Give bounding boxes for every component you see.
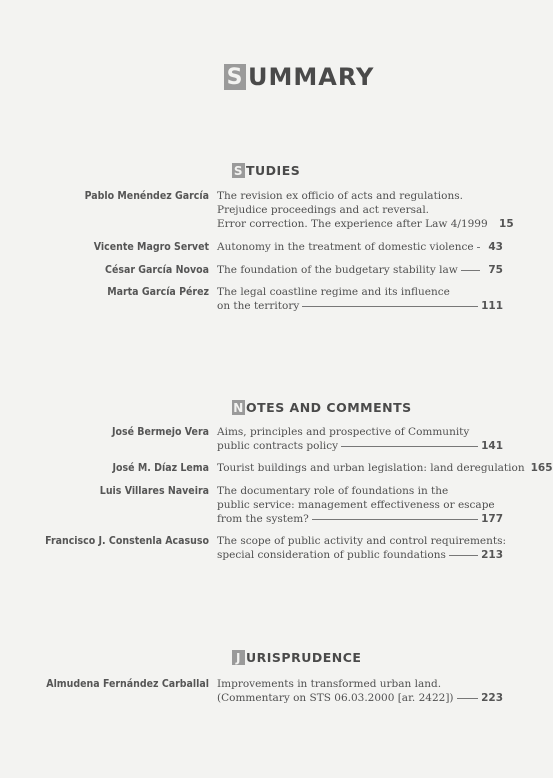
- entry-title: [217, 534, 507, 562]
- entry-title: [217, 263, 503, 277]
- entry-line: The documentary role of foundations in the: [217, 485, 449, 497]
- entry-author: Vicente Magro Servet: [93, 241, 209, 253]
- entry-line: Improvements in transformed urban land.: [217, 678, 442, 690]
- entry-title: [217, 425, 503, 453]
- page-number: 111: [481, 300, 503, 312]
- page-number: 213: [481, 549, 503, 561]
- entry-author: Francisco J. Constenla Acasuso: [45, 535, 209, 547]
- dot-leader: [477, 247, 480, 248]
- dot-leader: [457, 698, 479, 699]
- section-title-notes: [232, 400, 412, 415]
- entry-line: public service: management effectiveness or escape: [217, 499, 495, 511]
- page-title: [224, 63, 374, 91]
- entry-line: on the territory: [217, 300, 300, 312]
- entry-line: The foundation of the budgetary stability law: [217, 264, 458, 276]
- page-number: 177: [481, 513, 503, 525]
- entry-line: The legal coastline regime and its influence: [217, 286, 450, 298]
- title-rest: UMMARY: [248, 63, 375, 91]
- entry-line: public contracts policy: [217, 440, 339, 452]
- entry-line: Tourist buildings and urban legislation: land deregulation: [217, 462, 525, 474]
- dot-leader: [312, 519, 478, 520]
- page-number: 75: [488, 264, 503, 276]
- dot-leader: [341, 446, 478, 447]
- entry-title: [217, 285, 503, 313]
- entry-line: from the system?: [217, 513, 309, 525]
- entry-author: Almudena Fernández Carballal: [46, 678, 209, 690]
- entry-title: [217, 677, 503, 705]
- entry-line: Aims, principles and prospective of Community: [217, 426, 470, 438]
- entry-line: Error correction. The experience after Law 4/1999: [217, 218, 488, 230]
- page-number: 141: [481, 440, 503, 452]
- title-initial: S: [224, 64, 246, 90]
- entry-line: The revision ex officio of acts and regulations.: [217, 190, 463, 202]
- section-title-studies: [232, 163, 300, 178]
- section-title-jurisprudence: [232, 650, 361, 665]
- section-initial: S: [233, 163, 244, 178]
- dot-leader: [461, 270, 480, 271]
- dot-leader: [302, 306, 478, 307]
- entry-title: [217, 484, 503, 526]
- entry-author: Luis Villares Naveira: [99, 485, 209, 497]
- entry-title: [217, 189, 514, 231]
- entry-author: José M. Díaz Lema: [112, 462, 209, 474]
- entry-title: [217, 240, 503, 254]
- entry-author: Marta García Pérez: [107, 286, 209, 298]
- section-initial: N: [233, 400, 244, 415]
- entry-line: The scope of public activity and control requirements:: [217, 535, 507, 547]
- entry-line: Autonomy in the treatment of domestic violence: [217, 241, 474, 253]
- entry-author: César García Novoa: [105, 264, 209, 276]
- dot-leader: [449, 555, 478, 556]
- entry-author: José Bermejo Vera: [111, 426, 209, 438]
- entry-line: (Commentary on STS 06.03.2000 [ar. 2422]): [217, 692, 454, 704]
- section-label: OTES AND COMMENTS: [246, 400, 412, 415]
- section-label: TUDIES: [246, 163, 301, 178]
- entry-author: Pablo Menéndez García: [84, 190, 209, 202]
- section-label: URISPRUDENCE: [246, 650, 362, 665]
- page-number: 43: [488, 241, 503, 253]
- page-number: 15: [499, 218, 514, 230]
- page-number: 223: [481, 692, 503, 704]
- entry-line: Prejudice proceedings and act reversal.: [217, 204, 430, 216]
- page-number: 165: [530, 462, 553, 474]
- entry-line: special consideration of public foundations: [217, 549, 446, 561]
- section-initial: J: [232, 650, 245, 665]
- entry-title: [217, 461, 553, 475]
